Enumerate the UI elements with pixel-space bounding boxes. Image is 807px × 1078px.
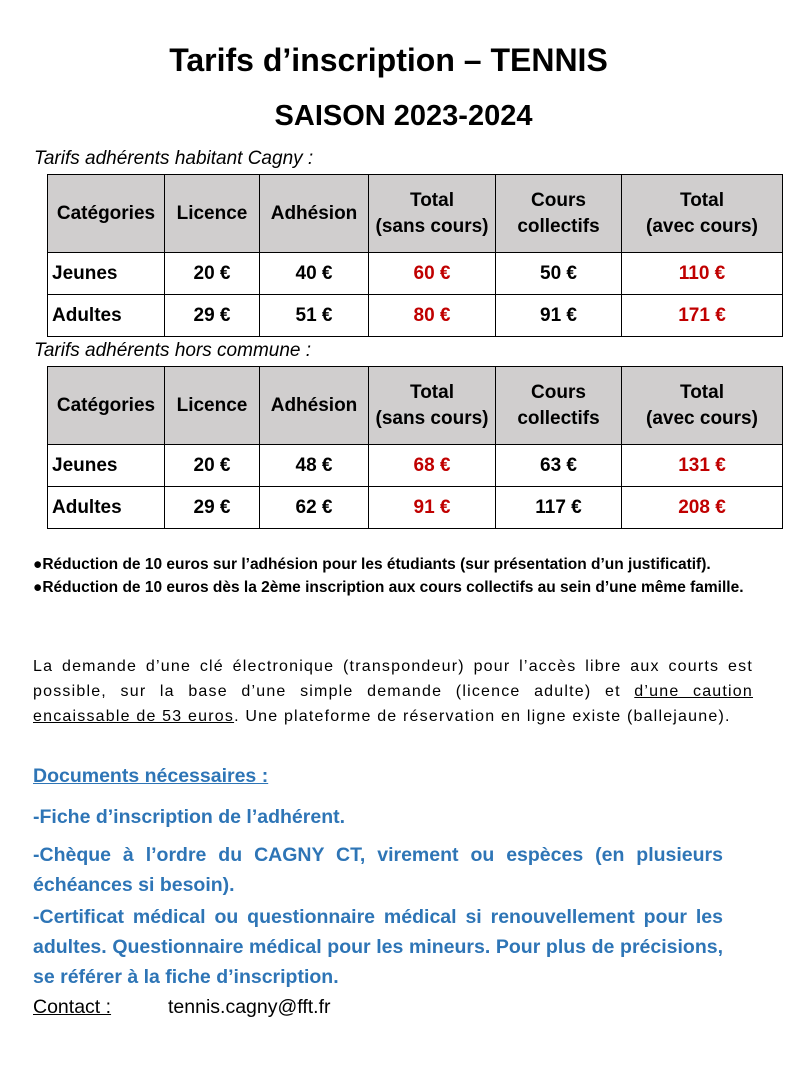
bullet-family-discount: ●Réduction de 10 euros dès la 2ème inscription aux cours collectifs au sein d’une même famille. — [33, 579, 744, 596]
cell-total: 60 € — [369, 253, 496, 295]
table-caption-hors-commune: Tarifs adhérents hors commune : — [34, 340, 312, 361]
discount-notes — [33, 553, 763, 599]
cell-total: 80 € — [369, 295, 496, 337]
table-caption-cagny: Tarifs adhérents habitant Cagny : — [34, 148, 314, 169]
cell-licence: 29 € — [165, 295, 260, 337]
cell-total-cours: 131 € — [622, 445, 783, 487]
table-row — [48, 445, 783, 487]
doc-item-cheque: -Chèque à l’ordre du CAGNY CT, virement ou espèces (en plusieurs échéances si besoin). — [33, 844, 723, 896]
cell-licence: 20 € — [165, 253, 260, 295]
note-deposit: d’une caution encaissable de 53 euros — [33, 683, 753, 725]
table-row — [48, 295, 783, 337]
cell-cours: 117 € — [496, 487, 622, 529]
transponder-note — [33, 654, 753, 729]
note-text: La demande d’une clé électronique (transpondeur) pour l’accès libre aux courts est possible, sur la base d’une simple demande (licence adulte) et — [33, 658, 753, 700]
cell-adhesion: 48 € — [260, 445, 369, 487]
cell-licence: 20 € — [165, 445, 260, 487]
row-category: Adultes — [48, 487, 165, 529]
season-subtitle: SAISON 2023-2024 — [274, 100, 533, 132]
header-categories: Catégories — [48, 175, 165, 253]
cell-cours: 50 € — [496, 253, 622, 295]
page-title: Tarifs d’inscription – TENNIS — [169, 42, 608, 78]
header-total-sans-cours: Total (sans cours) — [369, 367, 496, 445]
table-row — [48, 253, 783, 295]
row-category: Adultes — [48, 295, 165, 337]
header-cours-collectifs: Cours collectifs — [496, 175, 622, 253]
note-text-end: . Une plateforme de réservation en ligne existe (ballejaune). — [234, 708, 731, 725]
header-adhesion: Adhésion — [260, 175, 369, 253]
cell-adhesion: 40 € — [260, 253, 369, 295]
cell-adhesion: 62 € — [260, 487, 369, 529]
contact-line — [33, 996, 331, 1019]
bullet-student-discount: ●Réduction de 10 euros sur l’adhésion pour les étudiants (sur présentation d’un justificatif). — [33, 556, 711, 573]
doc-item-fiche: -Fiche d’inscription de l’adhérent. — [33, 806, 346, 828]
header-adhesion: Adhésion — [260, 367, 369, 445]
cell-total-cours: 110 € — [622, 253, 783, 295]
contact-email[interactable]: tennis.cagny@fft.fr — [168, 996, 331, 1018]
header-total-avec-cours: Total (avec cours) — [622, 175, 783, 253]
header-cours-collectifs: Cours collectifs — [496, 367, 622, 445]
cell-cours: 91 € — [496, 295, 622, 337]
contact-label: Contact : — [33, 996, 112, 1018]
header-total-sans-cours: Total (sans cours) — [369, 175, 496, 253]
table-row — [48, 487, 783, 529]
cell-total: 68 € — [369, 445, 496, 487]
cell-adhesion: 51 € — [260, 295, 369, 337]
cell-total-cours: 171 € — [622, 295, 783, 337]
cell-licence: 29 € — [165, 487, 260, 529]
row-category: Jeunes — [48, 445, 165, 487]
cell-total-cours: 208 € — [622, 487, 783, 529]
row-category: Jeunes — [48, 253, 165, 295]
cell-total: 91 € — [369, 487, 496, 529]
header-licence: Licence — [165, 367, 260, 445]
tarifs-table-hors-commune — [47, 366, 783, 529]
doc-item-certificat: -Certificat médical ou questionnaire médical si renouvellement pour les adultes. Questionnaire médical pour les mineurs. Pour plus de précisions, se référer à la fiche d’inscription. — [33, 906, 723, 988]
cell-cours: 63 € — [496, 445, 622, 487]
header-licence: Licence — [165, 175, 260, 253]
tarifs-table-cagny — [47, 174, 783, 337]
header-categories: Catégories — [48, 367, 165, 445]
header-total-avec-cours: Total (avec cours) — [622, 367, 783, 445]
documents-heading: Documents nécessaires : — [33, 765, 269, 787]
